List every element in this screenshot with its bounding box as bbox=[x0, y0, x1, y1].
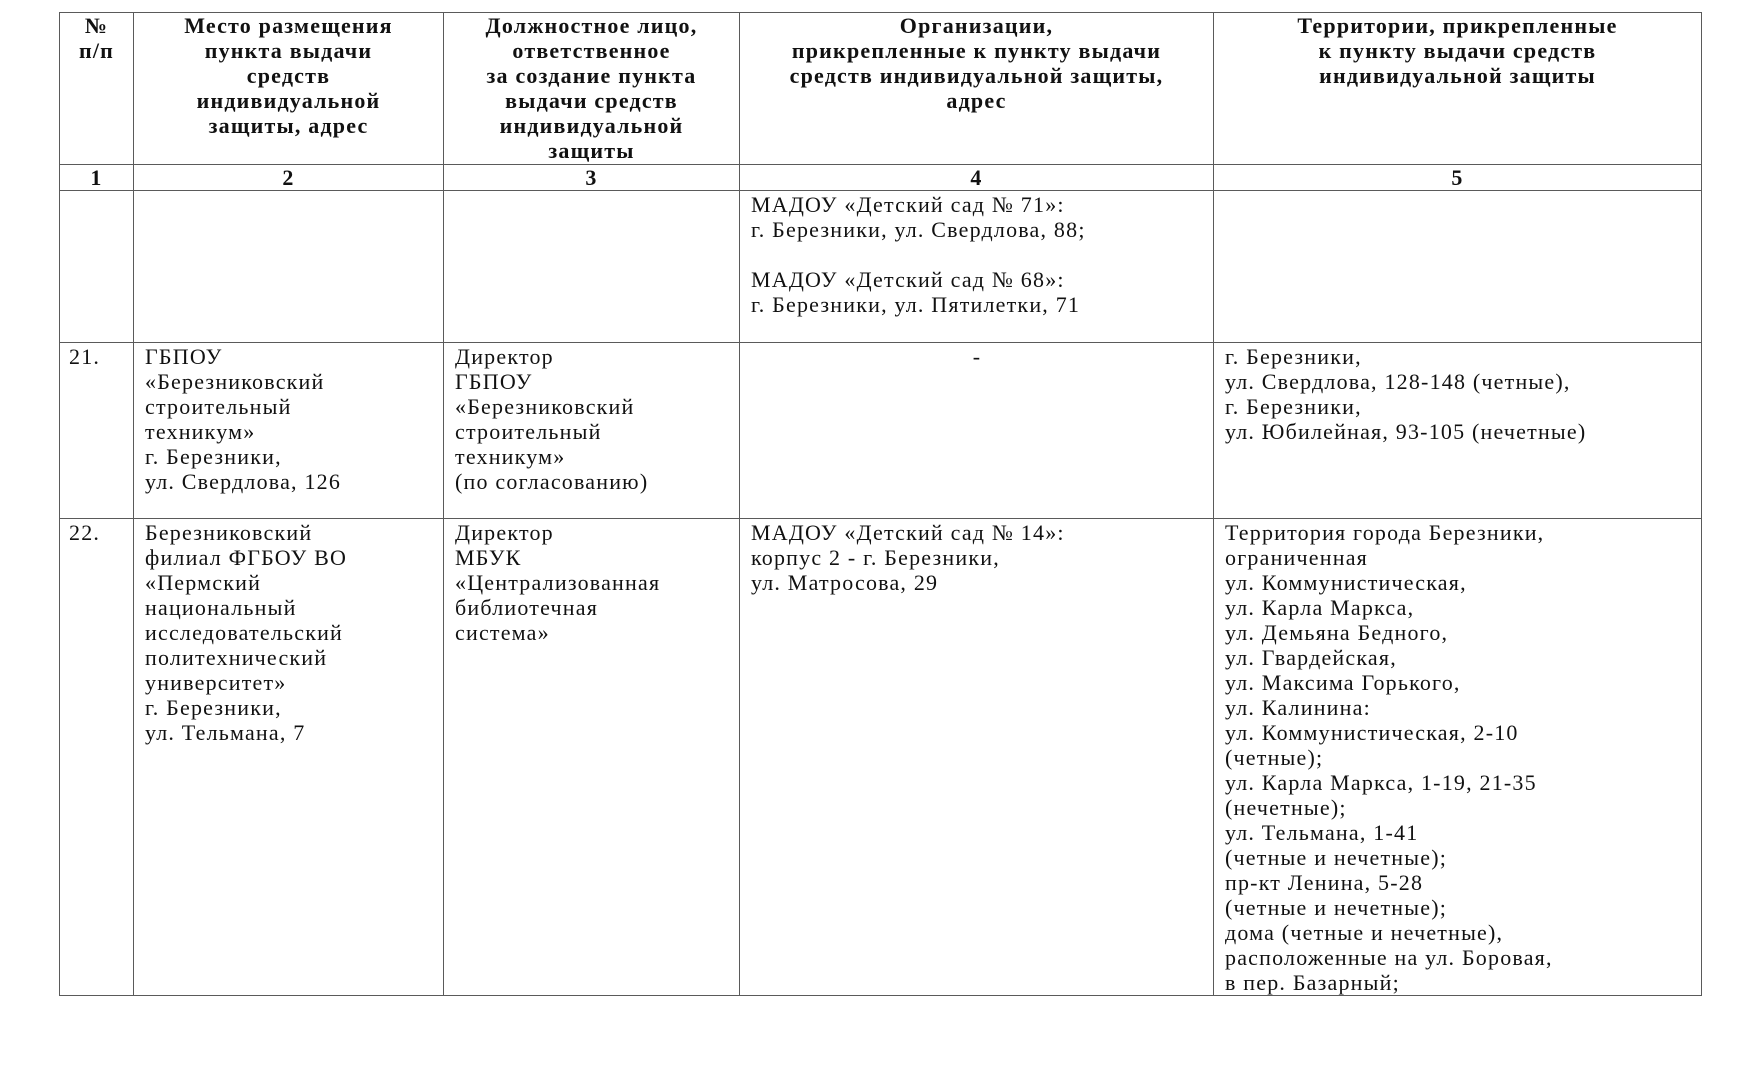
row-official: Директор МБУК «Централизованная библиотечная система» bbox=[444, 519, 740, 996]
row-place: Березниковский филиал ФГБОУ ВО «Пермский национальный исследовательский политехнический университет» г. Березники, ул. Тельмана, 7 bbox=[134, 519, 444, 996]
row-place: ГБПОУ «Березниковский строительный техникум» г. Березники, ул. Свердлова, 126 bbox=[134, 343, 444, 519]
distribution-points-table bbox=[59, 12, 1702, 996]
column-number: 4 bbox=[740, 165, 1214, 191]
header-number: № п/п bbox=[60, 13, 134, 165]
header-organizations: Организации, прикрепленные к пункту выдачи средств индивидуальной защиты, адрес bbox=[740, 13, 1214, 165]
column-number: 5 bbox=[1214, 165, 1702, 191]
row-territories bbox=[1214, 191, 1702, 343]
row-organizations: МАДОУ «Детский сад № 71»: г. Березники, ул. Свердлова, 88; МАДОУ «Детский сад № 68»: г. Березники, ул. Пятилетки, 71 bbox=[740, 191, 1214, 343]
row-number: 21. bbox=[60, 343, 134, 519]
row-organizations: МАДОУ «Детский сад № 14»: корпус 2 - г. Березники, ул. Матросова, 29 bbox=[740, 519, 1214, 996]
column-number: 1 bbox=[60, 165, 134, 191]
header-row bbox=[60, 13, 1702, 165]
column-number: 3 bbox=[444, 165, 740, 191]
table-row bbox=[60, 191, 1702, 343]
row-official bbox=[444, 191, 740, 343]
table-row bbox=[60, 343, 1702, 519]
header-official: Должностное лицо, ответственное за создание пункта выдачи средств индивидуальной защиты bbox=[444, 13, 740, 165]
column-number-row bbox=[60, 165, 1702, 191]
row-territories: г. Березники, ул. Свердлова, 128-148 (четные), г. Березники, ул. Юбилейная, 93-105 (нечетные) bbox=[1214, 343, 1702, 519]
header-territories: Территории, прикрепленные к пункту выдачи средств индивидуальной защиты bbox=[1214, 13, 1702, 165]
row-organizations: - bbox=[740, 343, 1214, 519]
column-number: 2 bbox=[134, 165, 444, 191]
row-official: Директор ГБПОУ «Березниковский строительный техникум» (по согласованию) bbox=[444, 343, 740, 519]
row-territories: Территория города Березники, ограниченная ул. Коммунистическая, ул. Карла Маркса, ул. Демьяна Бедного, ул. Гвардейская, ул. Максима Горького, ул. Калинина: ул. Коммунистическая, 2-10 (четные); ул. Карла Маркса, 1-19, 21-35 (нечетные); ул. Тельмана, 1-41 (четные и нечетные); пр-кт Ленина, 5-28 (четные и нечетные); дома (четные и нечетные), расположенные на ул. Боровая, в пер. Базарный; bbox=[1214, 519, 1702, 996]
header-place: Место размещения пункта выдачи средств индивидуальной защиты, адрес bbox=[134, 13, 444, 165]
row-number bbox=[60, 191, 134, 343]
row-place bbox=[134, 191, 444, 343]
table-row bbox=[60, 519, 1702, 996]
row-number: 22. bbox=[60, 519, 134, 996]
